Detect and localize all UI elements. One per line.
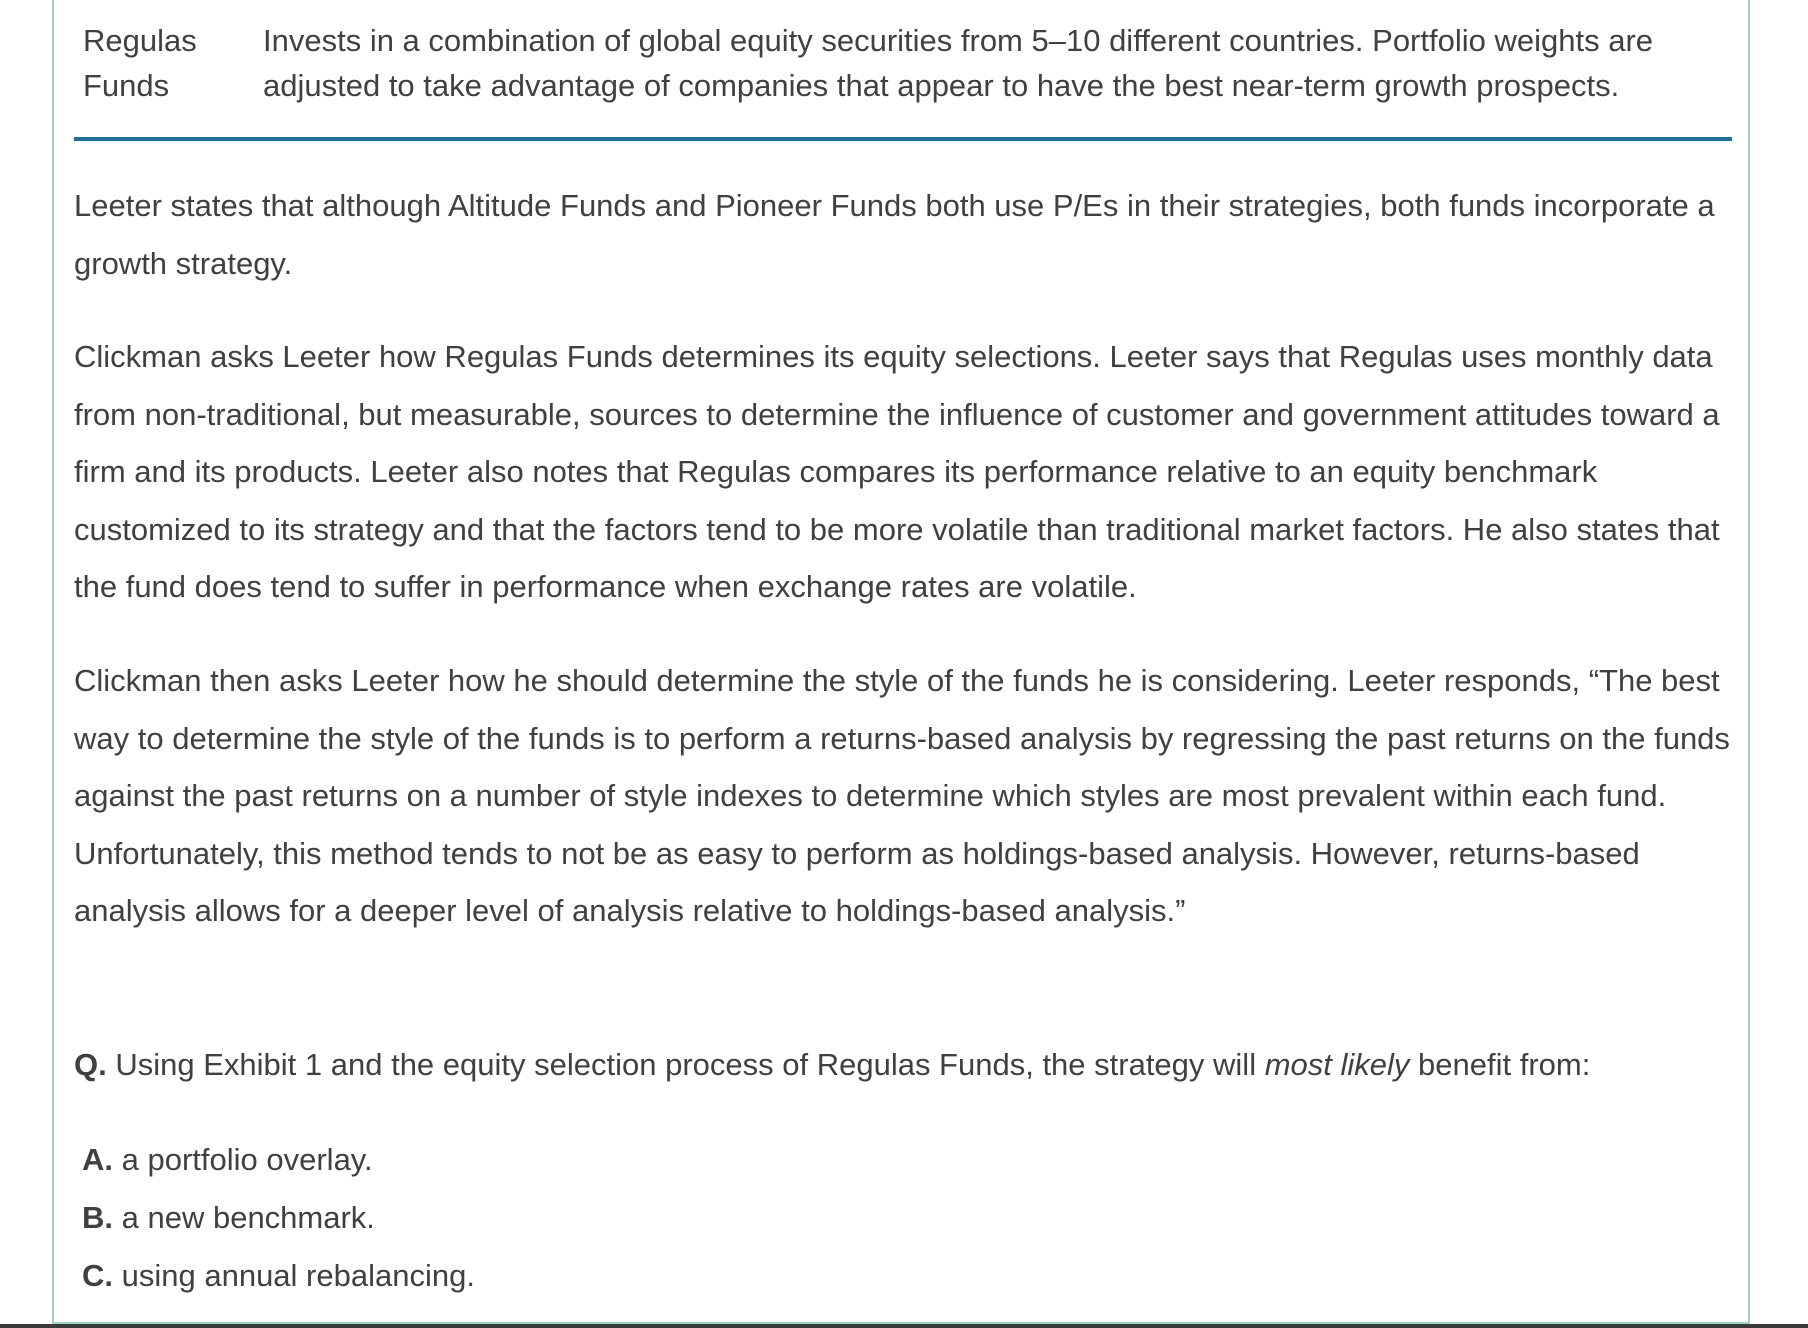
answer-option-letter: A. — [82, 1142, 113, 1177]
answer-option-a[interactable] — [82, 1131, 1682, 1189]
exhibit-fund-name-line2: Funds — [83, 68, 170, 103]
vignette-paragraph-3: Clickman then asks Leeter how he should determine the style of the funds he is considering. Leeter responds, “The best way to determine the style of the funds is to perform a returns-based analysis by regressing the past returns on the funds against the past returns on a number of style indexes to determine which styles are most prevalent within each fund. Unfortunately, this method tends to not be as easy to perform as holdings-based analysis. However, returns-based analysis allows for a deeper level of analysis relative to holdings-based analysis.” — [74, 663, 1730, 928]
vignette-paragraph-2: Clickman asks Leeter how Regulas Funds determines its equity selections. Leeter says that Regulas uses monthly data from non-traditional, but measurable, sources to determine the influence of customer and government attitudes toward a firm and its products. Leeter also notes that Regulas compares its performance relative to an equity benchmark customized to its strategy and that the factors tend to be more volatile than traditional market factors. He also states that the fund does tend to suffer in performance when exchange rates are volatile. — [74, 339, 1720, 604]
answer-option-b[interactable] — [82, 1189, 1682, 1247]
answer-option-text: using annual rebalancing. — [121, 1258, 475, 1293]
question-label: Q. — [74, 1047, 107, 1082]
vignette-paragraph-1: Leeter states that although Altitude Funds and Pioneer Funds both use P/Es in their strategies, both funds incorporate a growth strategy. — [74, 188, 1715, 281]
page-bottom-rule — [0, 1324, 1808, 1328]
question-text-before: Using Exhibit 1 and the equity selection process of Regulas Funds, the strategy will — [115, 1047, 1257, 1082]
exhibit-fund-name-line1: Regulas — [83, 23, 197, 58]
exhibit-fund-name — [83, 18, 253, 108]
answer-option-letter: B. — [82, 1200, 113, 1235]
answer-options — [82, 1131, 1682, 1305]
question-panel — [52, 0, 1750, 1324]
question-emphasis: most likely — [1264, 1047, 1410, 1082]
answer-option-letter: C. — [82, 1258, 113, 1293]
answer-option-c[interactable] — [82, 1247, 1682, 1305]
exhibit-bottom-rule — [74, 137, 1732, 141]
answer-option-text: a portfolio overlay. — [121, 1142, 373, 1177]
exhibit-fund-description: Invests in a combination of global equity securities from 5–10 different countries. Portfolio weights are adjusted to take advantage of companies that appear to have the best near-term growth prospects. — [263, 23, 1654, 103]
question-text-after: benefit from: — [1418, 1047, 1591, 1082]
question-stem — [74, 1040, 1734, 1090]
answer-option-text: a new benchmark. — [121, 1200, 375, 1235]
